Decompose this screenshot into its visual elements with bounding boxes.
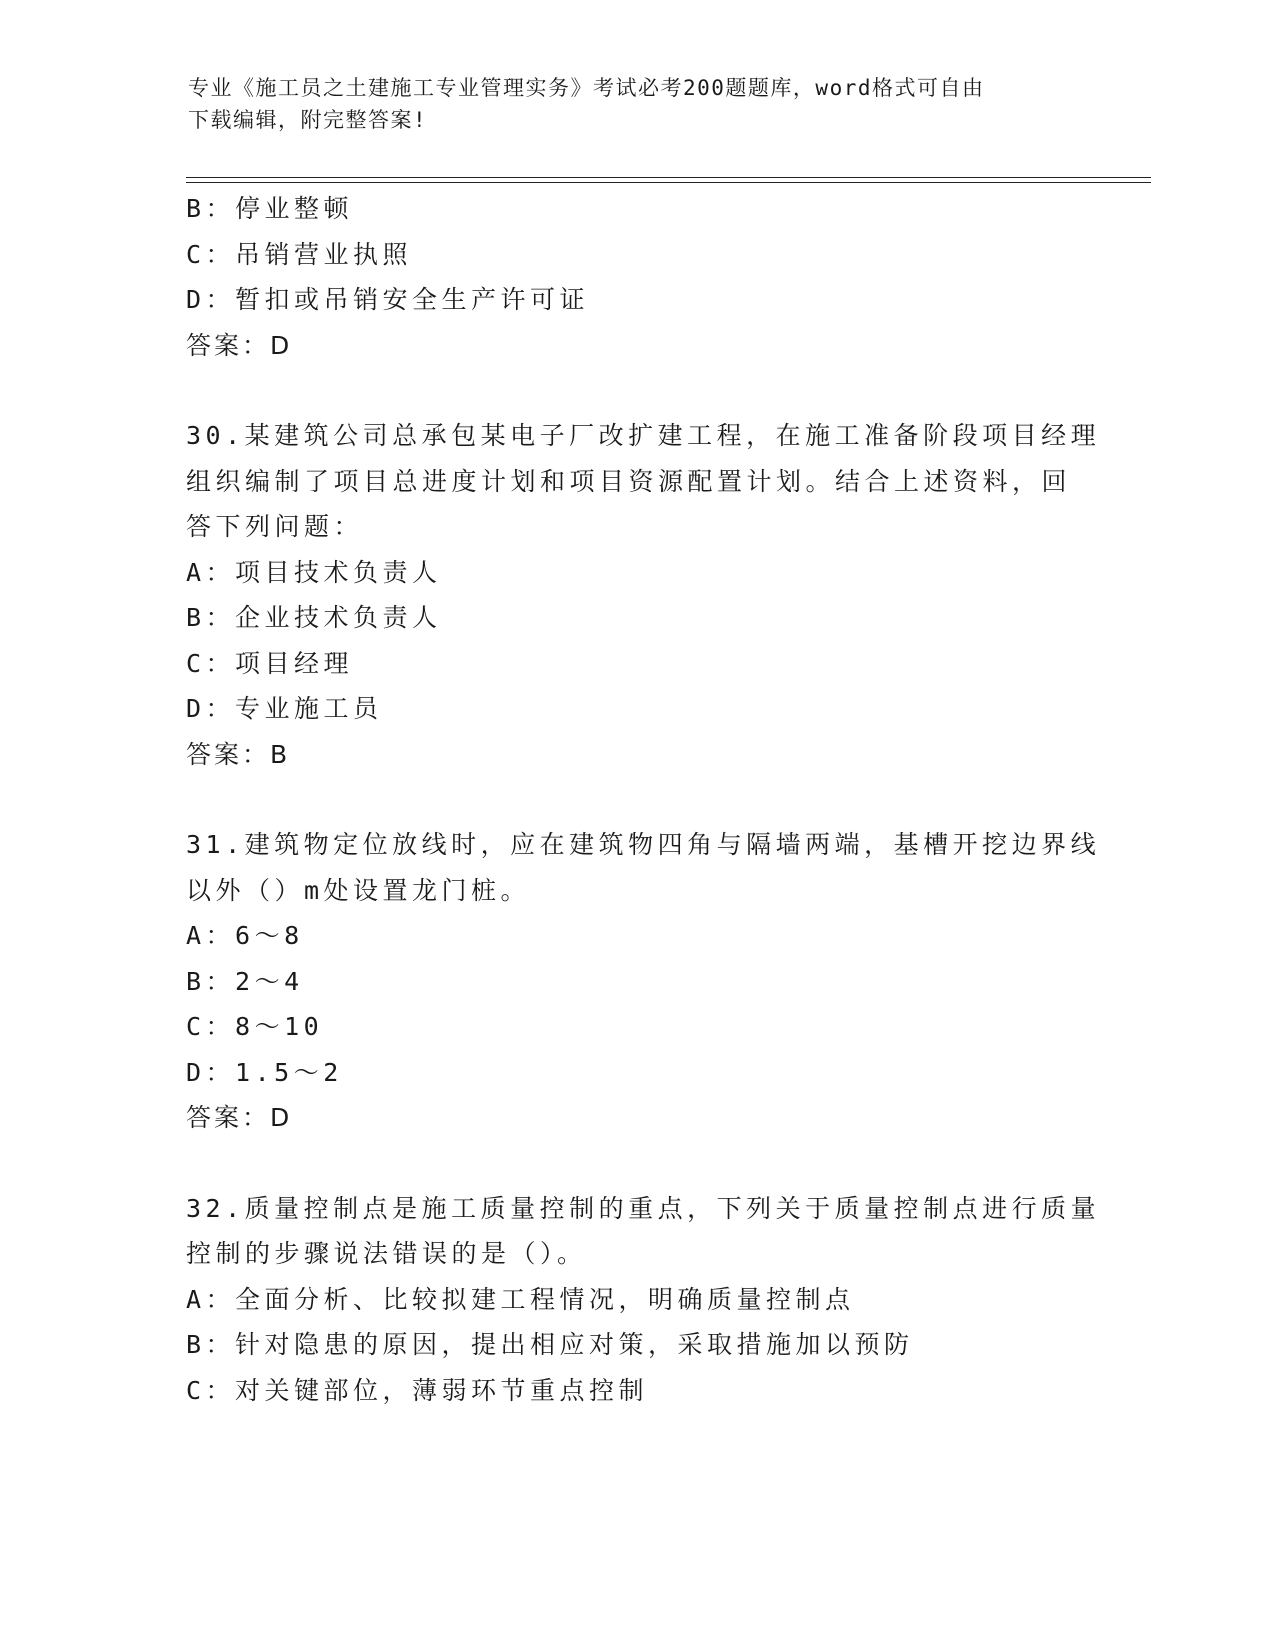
question-32: [186, 1186, 1101, 1414]
question-stem-line: 30.某建筑公司总承包某电子厂改扩建工程，在施工准备阶段项目经理: [186, 421, 1101, 450]
option-c: C：项目经理: [186, 648, 354, 678]
question-29-tail: [186, 186, 1086, 368]
answer-line: 答案：D: [186, 1103, 293, 1132]
option-d: D：1.5～2: [186, 1057, 343, 1087]
question-stem-line: 32.质量控制点是施工质量控制的重点，下列关于质量控制点进行质量: [186, 1193, 1101, 1223]
header-line-1: 专业《施工员之土建施工专业管理实务》考试必考200题题库，word格式可自由: [188, 76, 985, 100]
question-stem-line: 组织编制了项目总进度计划和项目资源配置计划。结合上述资料，回: [186, 466, 1072, 496]
page-header: [188, 72, 1068, 136]
option-b: B：针对隐患的原因，提出相应对策，采取措施加以预防: [186, 1330, 914, 1359]
option-a: A：全面分析、比较拟建工程情况，明确质量控制点: [186, 1284, 855, 1314]
header-divider: [186, 177, 1151, 183]
option-a: A：6～8: [186, 921, 304, 950]
option-a: A：项目技术负责人: [186, 557, 442, 587]
question-list: [186, 186, 1101, 1413]
option-b: B：2～4: [186, 966, 304, 996]
question-31: [186, 822, 1101, 1141]
option-b: B：停业整顿: [186, 194, 354, 223]
option-d: D：专业施工员: [186, 694, 383, 723]
option-c: C：8～10: [186, 1012, 324, 1041]
question-stem-line: 31.建筑物定位放线时，应在建筑物四角与隔墙两端，基槽开挖边界线: [186, 830, 1101, 859]
question-30: [186, 413, 1101, 777]
option-b: B：企业技术负责人: [186, 603, 442, 632]
answer-line: 答案：B: [186, 739, 291, 769]
answer-line: 答案：D: [186, 330, 293, 360]
header-line-2: 下载编辑，附完整答案!: [188, 108, 428, 132]
option-d: D：暂扣或吊销安全生产许可证: [186, 285, 590, 314]
option-c: C：对关键部位，薄弱环节重点控制: [186, 1375, 649, 1405]
option-c: C：吊销营业执照: [186, 239, 413, 269]
question-stem-line: 以外（）m处设置龙门桩。: [186, 875, 531, 905]
question-stem-line: 答下列问题：: [186, 512, 364, 541]
question-stem-line: 控制的步骤说法错误的是（）。: [186, 1239, 587, 1268]
